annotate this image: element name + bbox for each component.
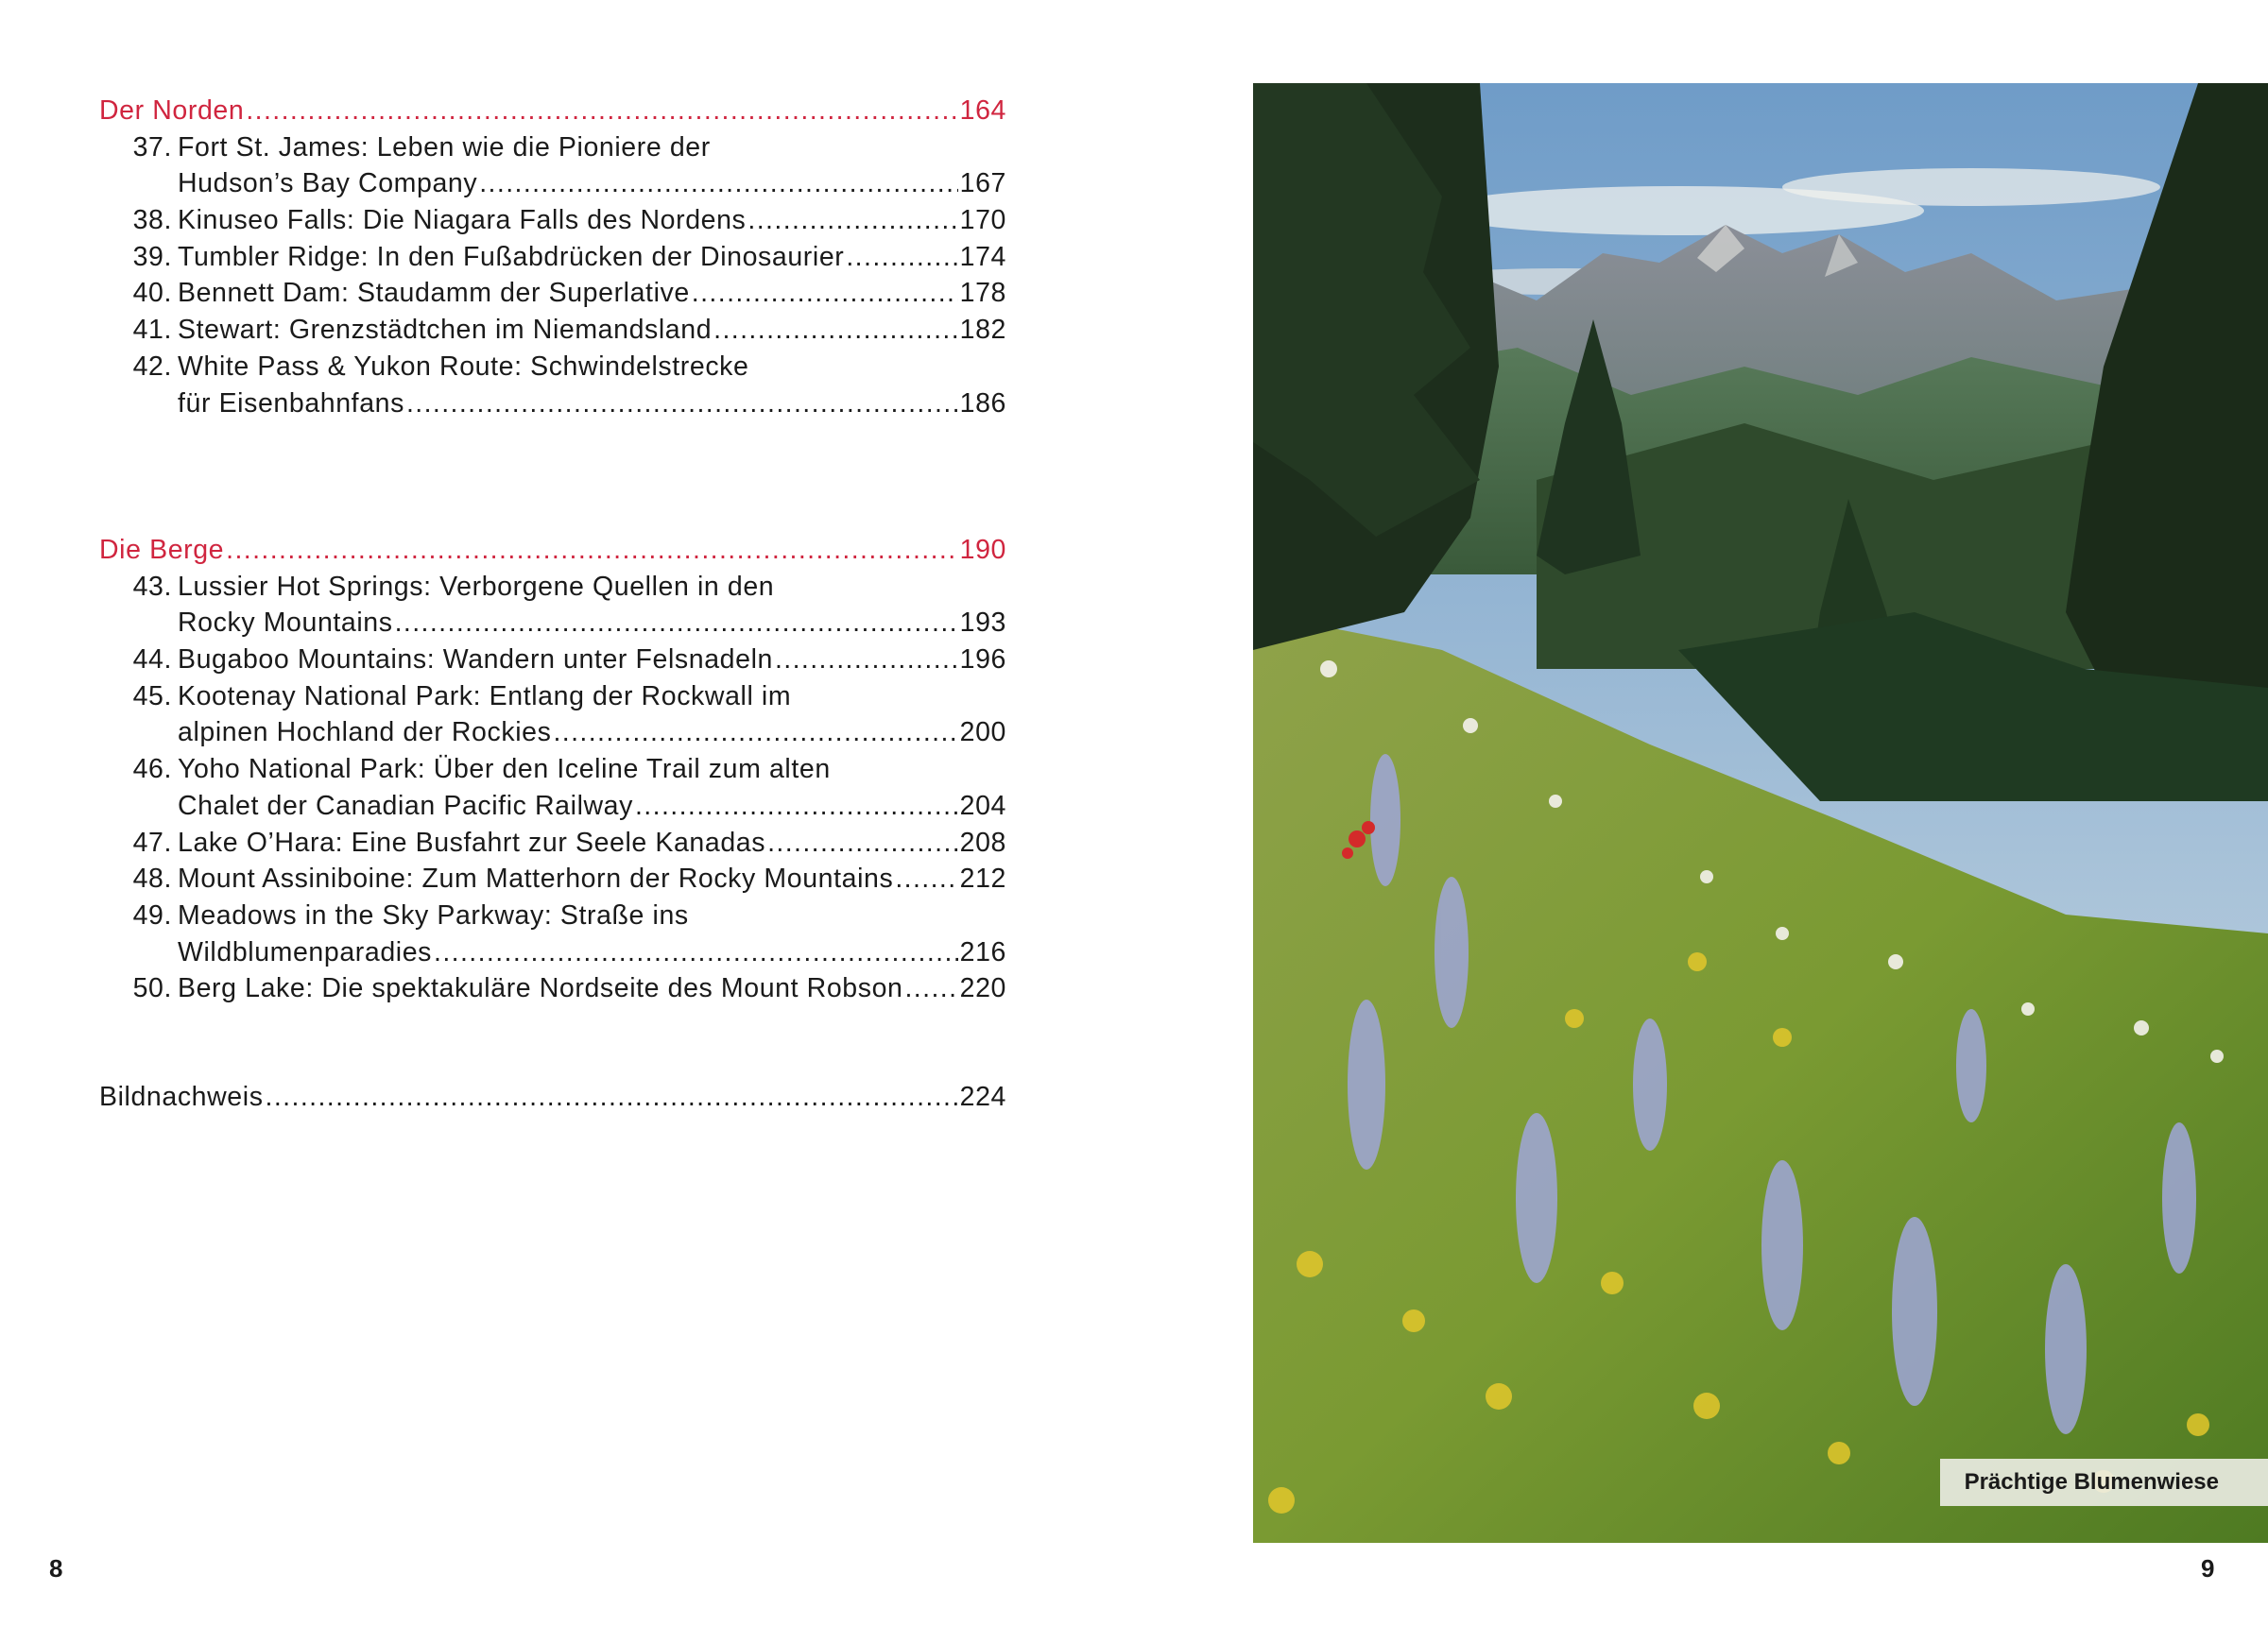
entry-page-number: 174 [959,241,1006,272]
page-number-right: 9 [2201,1554,2215,1583]
toc-section-heading[interactable] [99,532,1006,569]
entry-page-number: 204 [959,790,1006,821]
toc-entry-credits[interactable] [99,1079,1006,1116]
entry-title-line: Fort St. James: Leben wie die Pioniere der [178,131,711,163]
entry-title-line: Lussier Hot Springs: Verborgene Quellen in den [178,571,775,602]
toc-section-berge [99,532,1006,1007]
dot-leader [434,934,958,971]
mountain-meadow-illustration [1253,83,2268,1543]
entry-title-line: Wildblumenparadies [178,936,433,967]
dot-leader [266,1079,958,1116]
entry-page-number: 182 [959,315,1006,346]
entry-title-line: Hudson’s Bay Company [178,168,478,199]
entry-title-line: Tumbler Ridge: In den Fußabdrücken der Dinosaurier [178,241,845,272]
section-page-number: 190 [959,535,1006,565]
dot-leader [775,642,958,678]
entry-title-line: Bennett Dam: Staudamm der Superlative [178,278,690,309]
entry-page-number: 216 [959,936,1006,967]
dot-leader [226,532,958,569]
dot-leader [246,93,957,129]
entry-title-line: Rocky Mountains [178,608,393,639]
dot-leader [713,312,957,349]
toc-entry[interactable] [99,129,1006,202]
entry-title-line: Kinuseo Falls: Die Niagara Falls des Nordens [178,205,747,236]
page-number-left: 8 [49,1554,63,1583]
section-page-number: 164 [959,95,1006,126]
entry-number: 41. [132,315,172,346]
toc-section-credits [99,1079,1006,1116]
entry-number: 45. [132,680,172,711]
entry-title-line: Bugaboo Mountains: Wandern unter Felsnadeln [178,644,773,676]
toc-section-heading[interactable] [99,93,1006,129]
dot-leader [895,861,957,898]
entry-number: 47. [132,827,172,858]
toc-entry[interactable] [99,642,1006,678]
entry-number: 37. [132,131,172,163]
entry-page-number: 200 [959,717,1006,748]
entry-page-number: 208 [959,827,1006,858]
entry-title-line: für Eisenbahnfans [178,387,404,419]
entry-title-line: Stewart: Grenzstädtchen im Niemandsland [178,315,713,346]
toc-entry[interactable] [99,898,1006,970]
toc-entry[interactable] [99,202,1006,239]
toc-section-norden [99,93,1006,421]
photo-caption: Prächtige Blumenwiese [1940,1459,2268,1506]
entry-page-number: 196 [959,644,1006,676]
entry-page-number: 220 [959,973,1006,1004]
entry-title-line: White Pass & Yukon Route: Schwindelstrecke [178,351,749,382]
section-title: Die Berge [99,535,225,565]
entry-title-line: Meadows in the Sky Parkway: Straße ins [178,899,689,931]
toc-entry[interactable] [99,825,1006,862]
entry-number: 50. [132,973,172,1004]
dot-leader [767,825,958,862]
toc-entry[interactable] [99,569,1006,642]
entry-number: 38. [132,205,172,236]
entry-title-line: Kootenay National Park: Entlang der Rockwall im [178,680,792,711]
dot-leader [692,275,958,312]
toc-entry[interactable] [99,678,1006,751]
entry-page-number: 193 [959,608,1006,639]
entry-number: 44. [132,644,172,676]
entry-page-number: 186 [959,387,1006,419]
dot-leader [479,165,957,202]
dot-leader [553,714,957,751]
entry-page-number: 212 [959,864,1006,895]
entry-page-number: 167 [959,168,1006,199]
dot-leader [635,788,958,825]
toc-entry[interactable] [99,970,1006,1007]
dot-leader [747,202,957,239]
entry-number: 43. [132,571,172,602]
meadow-photo [1253,83,2268,1543]
dot-leader [406,385,958,422]
toc-entry[interactable] [99,861,1006,898]
toc-entry[interactable] [99,312,1006,349]
entry-page-number: 178 [959,278,1006,309]
dot-leader [846,239,957,276]
entry-number: 49. [132,899,172,931]
entry-number: 42. [132,351,172,382]
entry-title-line: Lake O’Hara: Eine Busfahrt zur Seele Kanadas [178,827,766,858]
entry-title-line: Berg Lake: Die spektakuläre Nordseite des Mount Robson [178,973,903,1004]
toc-entry[interactable] [99,349,1006,421]
entry-number: 40. [132,278,172,309]
entry-title-line: Yoho National Park: Über den Iceline Trail zum alten [178,754,831,785]
entry-title-line: Mount Assiniboine: Zum Matterhorn der Rocky Mountains [178,864,894,895]
section-title: Der Norden [99,95,245,126]
entry-title-line: alpinen Hochland der Rockies [178,717,552,748]
dot-leader [395,605,958,642]
toc-entry[interactable] [99,239,1006,276]
credits-label: Bildnachweis [99,1082,264,1112]
toc-entry[interactable] [99,275,1006,312]
entry-number: 39. [132,241,172,272]
dot-leader [904,970,957,1007]
toc-entry[interactable] [99,751,1006,824]
entry-number: 46. [132,754,172,785]
entry-number: 48. [132,864,172,895]
entry-page-number: 170 [959,205,1006,236]
credits-page-number: 224 [959,1082,1006,1112]
entry-title-line: Chalet der Canadian Pacific Railway [178,790,633,821]
